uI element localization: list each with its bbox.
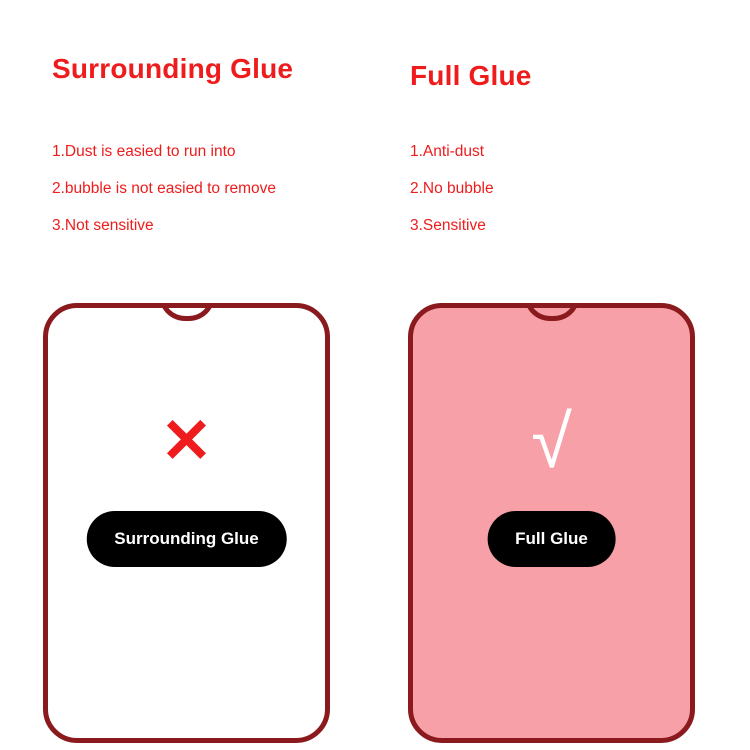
left-feature-item-1: 1.Dust is easied to run into — [52, 143, 236, 160]
left-phone-notch — [159, 303, 215, 321]
left-feature-item-3: 3.Not sensitive — [52, 217, 154, 234]
right-label-pill: Full Glue — [487, 511, 616, 567]
left-feature-list — [52, 133, 276, 244]
full-glue-panel — [375, 0, 750, 750]
right-phone-illustration — [408, 303, 695, 743]
right-feature-list — [410, 133, 494, 244]
right-feature-item-1: 1.Anti-dust — [410, 143, 485, 160]
right-heading: Full Glue — [410, 60, 532, 91]
left-feature-item-2: 2.bubble is not easied to remove — [52, 180, 277, 197]
left-phone-illustration — [43, 303, 330, 743]
right-phone-notch — [524, 303, 580, 321]
check-mark-icon: √ — [531, 400, 572, 483]
left-heading: Surrounding Glue — [52, 53, 294, 84]
left-label-pill: Surrounding Glue — [86, 511, 287, 567]
right-feature-item-2: 2.No bubble — [410, 180, 494, 197]
cross-mark-icon: ✕ — [160, 407, 213, 476]
right-feature-item-3: 3.Sensitive — [410, 217, 486, 234]
